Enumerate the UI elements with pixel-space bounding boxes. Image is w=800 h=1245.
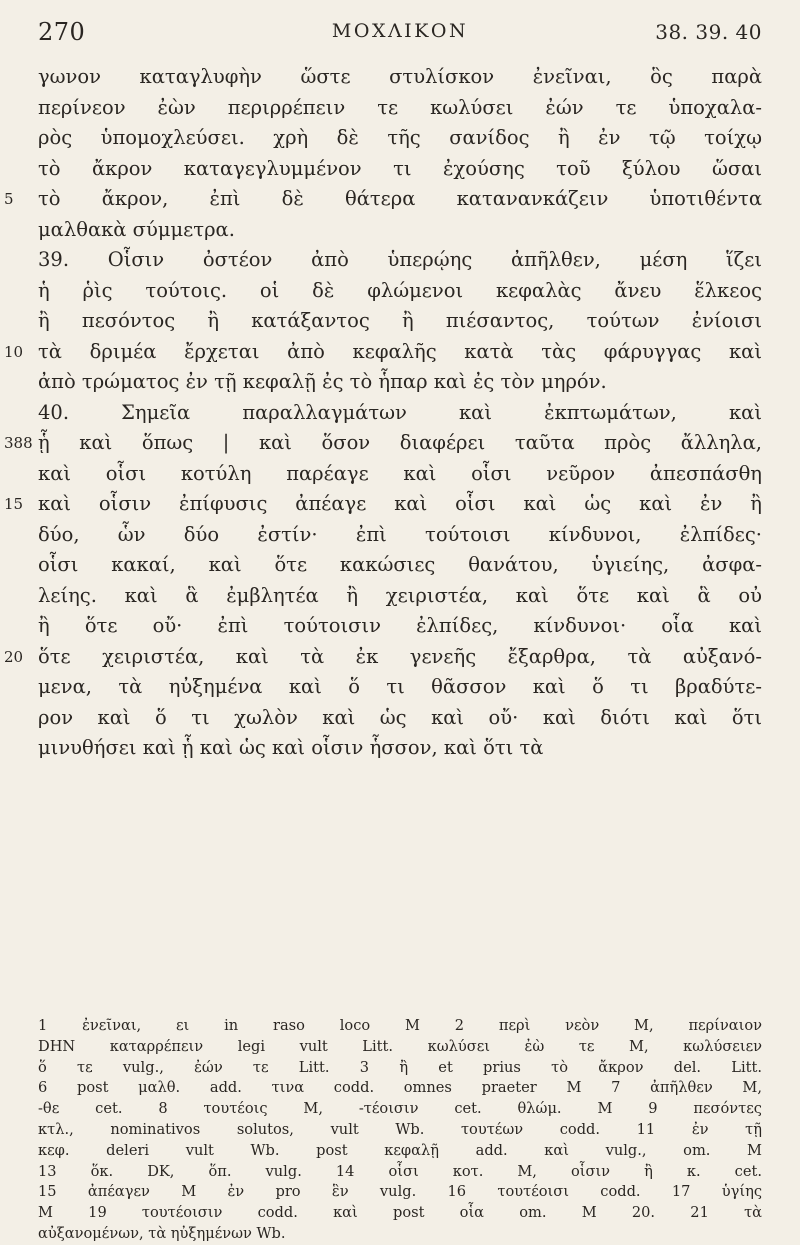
apparatus-line: 13 ὅκ. DK, ὅπ. vulg. 14 οἷσι κοτ. M, οἷσιν ἢ κ. cet. xyxy=(38,1162,762,1180)
text-line xyxy=(38,245,762,276)
line-text: ᾗ καὶ ὅπως | καὶ ὅσον διαφέρει ταῦτα πρὸς ἄλληλα, xyxy=(38,431,762,454)
text-line xyxy=(38,306,762,337)
line-text: ἡ ῥὶς τούτοις. οἱ δὲ φλώμενοι κεφαλὰς ἄνευ ἕλκεος xyxy=(38,278,762,302)
line-number: 15 xyxy=(4,495,24,513)
apparatus-line: M 19 τουτέοισιν codd. καὶ post οἷα om. M 20. 21 τὰ xyxy=(38,1204,762,1222)
apparatus-line: -θε cet. 8 τουτέοις M, -τέοισιν cet. θλώμ. M 9 πεσόντες xyxy=(38,1100,762,1118)
line-text: γωνον καταγλυφὴν ὥστε στυλίσκον ἐνεῖναι, ὃς παρὰ xyxy=(38,65,762,88)
section-reference: 38. 39. 40 xyxy=(655,20,762,44)
line-text: ρον καὶ ὅ τι χωλὸν καὶ ὡς καὶ οὔ· καὶ διότι καὶ ὅτι xyxy=(38,705,762,729)
running-title: ΜΟΧΛΙΚΟΝ xyxy=(331,20,469,42)
text-line xyxy=(38,93,762,124)
line-text: τὸ ἄκρον, ἐπὶ δὲ θάτερα κατανανκάζειν ὑποτιθέντα xyxy=(38,187,762,210)
line-text: καὶ οἷσι κοτύλη παρέαγε καὶ οἷσι νεῦρον ἀπεσπάσθη xyxy=(38,461,762,485)
line-text: 39. Οἷσιν ὀστέον ἀπὸ ὑπερῴης ἀπῆλθεν, μέση ἵζει xyxy=(38,248,762,271)
text-line xyxy=(4,428,762,459)
apparatus-line: κεφ. deleri vult Wb. post κεφαλῇ add. καὶ vulg., om. M xyxy=(38,1141,762,1159)
text-line xyxy=(38,733,762,764)
text-line xyxy=(38,398,762,429)
apparatus-line: αὐξανομένων, τὰ ηὐξημένων Wb. xyxy=(38,1224,286,1242)
text-line xyxy=(38,611,762,642)
apparatus-line: 1 ἐνεῖναι, ει in raso loco M 2 περὶ νεὸν M, περίναιον xyxy=(38,1017,762,1034)
line-text: ἢ πεσόντος ἢ κατάξαντος ἢ πιέσαντος, τούτων ἐνίοισι xyxy=(38,309,762,332)
line-text: οἷσι κακαί, καὶ ὅτε κακώσιες θανάτου, ὑγιείης, ἀσφα- xyxy=(38,553,762,576)
line-text: μινυθήσει καὶ ᾗ καὶ ὡς καὶ οἷσιν ἧσσον, καὶ ὅτι τὰ xyxy=(38,736,544,759)
text-line xyxy=(38,703,762,734)
line-text: ἀπὸ τρώματος ἐν τῇ κεφαλῇ ἐς τὸ ἧπαρ καὶ ἐς τὸν μηρόν. xyxy=(38,370,607,393)
apparatus-line: ὅ τε vulg., ἐών τε Litt. 3 ἢ et prius τὸ ἄκρον del. Litt. xyxy=(38,1058,762,1076)
text-line xyxy=(4,184,762,215)
line-text: λείης. καὶ ἃ ἐμβλητέα ἢ χειριστέα, καὶ ὅτε καὶ ἃ οὐ xyxy=(38,583,762,607)
apparatus-line: κτλ., nominativos solutos, vult Wb. τουτέων codd. 11 ἐν τῇ xyxy=(38,1120,762,1138)
text-line xyxy=(38,581,762,612)
apparatus-line: DHN καταρρέπειν legi vult Litt. κωλύσει ἐὼ τε M, κωλύσειεν xyxy=(38,1037,762,1055)
line-text: 40. Σημεῖα παραλλαγμάτων καὶ ἐκπτωμάτων, καὶ xyxy=(38,400,762,424)
line-number: 20 xyxy=(4,647,24,666)
text-line xyxy=(38,520,762,551)
line-text: περίνεον ἐὼν περιρρέπειν τε κωλύσει ἐών τε ὑποχαλα- xyxy=(38,95,762,119)
line-text: ρὸς ὑπομοχλεύσει. χρὴ δὲ τῆς σανίδος ἢ ἐν τῷ τοίχῳ xyxy=(38,126,762,149)
text-line xyxy=(38,672,762,703)
text-line xyxy=(38,550,762,581)
line-text: μενα, τὰ ηὐξημένα καὶ ὅ τι θᾶσσον καὶ ὅ τι βραδύτε- xyxy=(38,675,762,698)
apparatus-line: 15 ἀπέαγεν M ἐν pro ἓν vulg. 16 τουτέοισι codd. 17 ὑγίης xyxy=(38,1183,762,1201)
critical-apparatus xyxy=(38,1016,762,1245)
text-line xyxy=(38,62,762,93)
page-header xyxy=(38,18,762,48)
text-line xyxy=(38,276,762,307)
text-line xyxy=(4,642,762,673)
text-line xyxy=(38,367,762,398)
text-line xyxy=(38,215,762,246)
text-line xyxy=(4,337,762,368)
line-text: δύο, ὧν δύο ἐστίν· ἐπὶ τούτοισι κίνδυνοι, ἐλπίδες· xyxy=(38,522,762,546)
text-line xyxy=(38,123,762,154)
line-text: ἢ ὅτε οὔ· ἐπὶ τούτοισιν ἐλπίδες, κίνδυνοι· οἷα καὶ xyxy=(38,614,762,637)
text-line xyxy=(4,489,762,520)
page-number: 270 xyxy=(38,18,86,46)
line-text: καὶ οἷσιν ἐπίφυσις ἀπέαγε καὶ οἷσι καὶ ὡς καὶ ἐν ἢ xyxy=(38,492,762,515)
line-text: τὰ δριμέα ἔρχεται ἀπὸ κεφαλῆς κατὰ τὰς φάρυγγας καὶ xyxy=(38,339,762,363)
line-number: 5 xyxy=(4,190,14,208)
main-text-body xyxy=(4,62,762,764)
line-number: 10 xyxy=(4,342,24,361)
text-line xyxy=(38,459,762,490)
line-text: ὅτε χειριστέα, καὶ τὰ ἐκ γενεῆς ἔξαρθρα, τὰ αὐξανό- xyxy=(38,644,762,668)
line-number: 388 xyxy=(4,434,33,452)
text-line xyxy=(38,154,762,185)
apparatus-line: 6 post μαλθ. add. τινα codd. omnes praeter M 7 ἀπῆλθεν M, xyxy=(38,1079,762,1097)
line-text: μαλθακὰ σύμμετρα. xyxy=(38,217,235,241)
line-text: τὸ ἄκρον καταγεγλυμμένον τι ἐχούσης τοῦ ξύλου ὥσαι xyxy=(38,156,762,180)
